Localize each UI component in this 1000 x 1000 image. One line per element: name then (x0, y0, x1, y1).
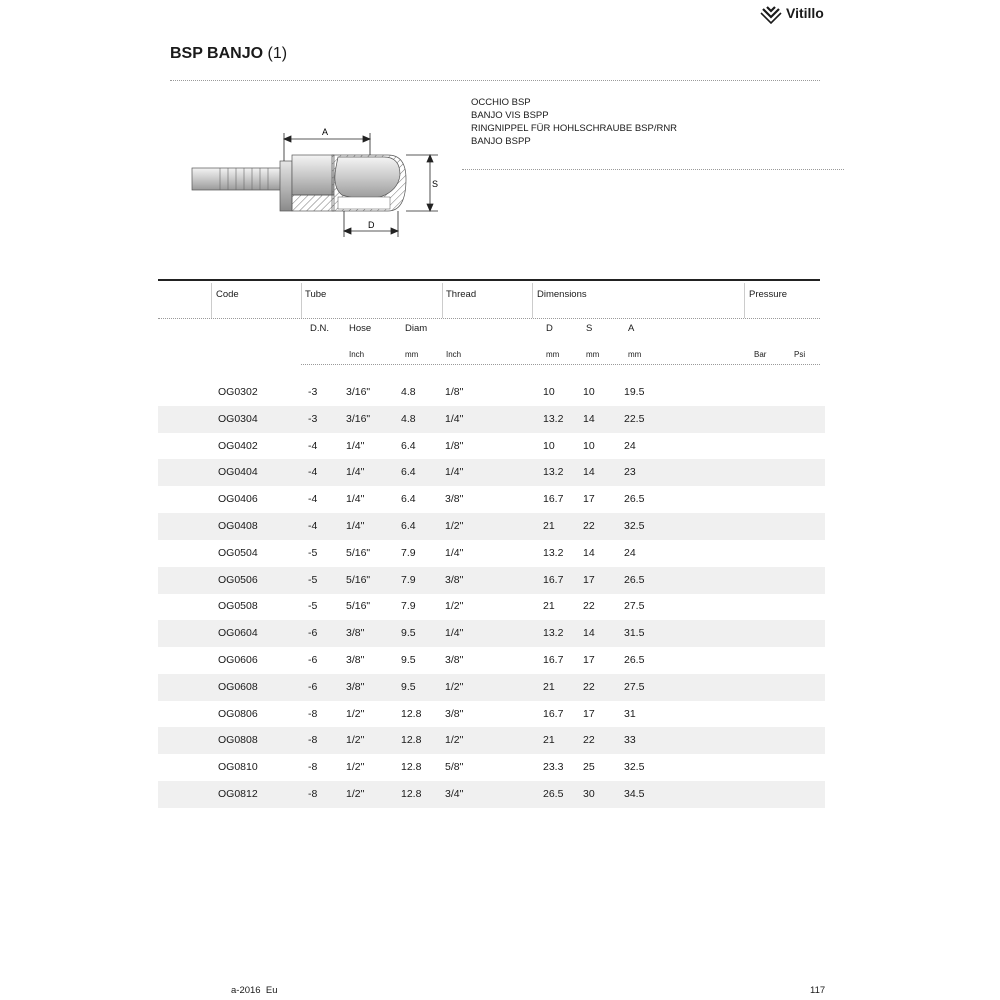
header-dimensions: Dimensions (537, 289, 587, 300)
cell-hose: 5/16" (346, 573, 371, 586)
page-title (170, 45, 287, 63)
cell-diam: 4.8 (401, 412, 416, 425)
cell-code: OG0408 (218, 520, 258, 532)
brand-logo (760, 2, 824, 24)
cell-dn: -4 (308, 493, 318, 506)
cell-code: OG0806 (218, 707, 258, 720)
cell-s: 14 (583, 546, 595, 559)
cell-hose: 1/2" (346, 788, 365, 800)
header-code: Code (216, 289, 239, 300)
cell-diam: 12.8 (401, 734, 422, 747)
cell-hose: 1/4" (346, 520, 365, 532)
subheader-hose: Hose (349, 323, 372, 334)
cell-hose: 5/16" (346, 600, 371, 613)
subheader-a: A (628, 323, 635, 334)
cell-s: 14 (583, 412, 595, 425)
cell-a: 31.5 (624, 627, 645, 640)
table-row (158, 620, 825, 647)
cell-dn: -8 (308, 788, 318, 800)
header-tube: Tube (305, 289, 327, 300)
cell-s: 22 (583, 734, 595, 747)
cell-hose: 5/16" (346, 546, 371, 559)
table-row (158, 513, 825, 540)
table-row (158, 781, 825, 808)
cell-dn: -6 (308, 654, 318, 666)
header-thread: Thread (446, 289, 477, 300)
vitillo-logo-icon (760, 2, 782, 24)
table-row (158, 406, 825, 433)
cell-a: 24 (624, 546, 636, 559)
cell-s: 17 (583, 654, 595, 666)
unit-thread: Inch (446, 350, 462, 359)
cell-dn: -3 (308, 412, 318, 425)
cell-hose: 3/8" (346, 654, 365, 666)
column-separator (744, 283, 745, 318)
cell-thread: 1/2" (445, 520, 464, 532)
cell-diam: 9.5 (401, 654, 416, 666)
cell-dn: -5 (308, 573, 318, 586)
cell-a: 31 (624, 707, 636, 720)
table-row (158, 727, 825, 754)
table-row (158, 379, 825, 406)
hose-tail (192, 168, 288, 190)
dimension-a-label: A (322, 127, 329, 137)
cell-a: 26.5 (624, 573, 645, 586)
cell-s: 30 (583, 788, 595, 800)
cell-d: 16.7 (543, 493, 564, 506)
cell-a: 27.5 (624, 600, 645, 613)
cell-thread: 3/8" (445, 493, 464, 506)
table-row (158, 647, 825, 674)
cell-s: 17 (583, 707, 595, 720)
cell-s: 17 (583, 573, 595, 586)
cell-a: 24 (624, 439, 636, 452)
cell-thread: 1/8" (445, 439, 464, 452)
cell-code: OG0810 (218, 761, 258, 774)
cell-d: 21 (543, 680, 555, 693)
cell-code: OG0812 (218, 788, 258, 800)
cell-hose: 1/2" (346, 707, 365, 720)
footer-edition-text: a-2016 (231, 985, 261, 996)
table-row (158, 674, 825, 701)
cell-d: 26.5 (543, 788, 564, 800)
cell-dn: -5 (308, 600, 318, 613)
table-row (158, 540, 825, 567)
table-row (158, 754, 825, 781)
header-pressure: Pressure (749, 289, 788, 300)
cell-thread: 1/4" (445, 627, 464, 640)
subheader-dn: D.N. (310, 323, 329, 334)
cell-diam: 9.5 (401, 680, 416, 693)
table-row (158, 701, 825, 728)
cell-hose: 3/8" (346, 627, 365, 640)
cell-code: OG0606 (218, 654, 258, 666)
product-name-it: OCCHIO BSP (471, 97, 531, 108)
table-row (158, 486, 825, 513)
cell-a: 34.5 (624, 788, 645, 800)
cell-a: 32.5 (624, 520, 645, 532)
unit-d: mm (546, 350, 560, 359)
cell-s: 17 (583, 493, 595, 506)
cell-diam: 9.5 (401, 627, 416, 640)
page-number: 117 (810, 985, 826, 996)
cell-hose: 3/16" (346, 386, 371, 398)
cell-dn: -6 (308, 680, 318, 693)
table-row (158, 567, 825, 594)
cell-dn: -8 (308, 761, 318, 774)
cell-a: 22.5 (624, 412, 645, 425)
table-row (158, 459, 825, 486)
unit-bar: Bar (754, 350, 767, 359)
cell-diam: 7.9 (401, 546, 416, 559)
cell-thread: 1/4" (445, 466, 464, 479)
cell-diam: 6.4 (401, 466, 416, 479)
cell-s: 22 (583, 520, 595, 532)
cell-code: OG0302 (218, 386, 258, 398)
cell-s: 22 (583, 680, 595, 693)
cell-a: 26.5 (624, 654, 645, 666)
unit-a: mm (628, 350, 642, 359)
cell-s: 10 (583, 439, 595, 452)
cell-d: 16.7 (543, 654, 564, 666)
cell-code: OG0604 (218, 627, 258, 640)
product-name-fr: BANJO VIS BSPP (471, 110, 549, 121)
cell-a: 33 (624, 734, 636, 747)
cell-s: 14 (583, 627, 595, 640)
cell-a: 32.5 (624, 761, 645, 774)
cell-code: OG0504 (218, 546, 258, 559)
cell-thread: 1/4" (445, 412, 464, 425)
cell-hose: 3/16" (346, 412, 371, 425)
header-divider (158, 318, 820, 319)
cell-thread: 1/2" (445, 734, 464, 747)
cell-hose: 3/8" (346, 680, 365, 693)
cell-dn: -3 (308, 386, 318, 398)
cell-code: OG0402 (218, 439, 258, 452)
cell-diam: 6.4 (401, 439, 416, 452)
cell-thread: 3/8" (445, 707, 464, 720)
cell-dn: -4 (308, 466, 318, 479)
cell-a: 27.5 (624, 680, 645, 693)
cell-diam: 12.8 (401, 707, 422, 720)
product-name-en: BANJO BSPP (471, 136, 531, 147)
cell-s: 25 (583, 761, 595, 774)
cell-dn: -4 (308, 439, 318, 452)
cell-thread: 1/8" (445, 386, 464, 398)
cell-code: OG0304 (218, 412, 258, 425)
names-divider (462, 169, 844, 170)
cell-thread: 5/8" (445, 761, 464, 774)
subheader-diam: Diam (405, 323, 428, 334)
cell-code: OG0404 (218, 466, 258, 479)
title-divider (170, 80, 820, 81)
cell-diam: 4.8 (401, 386, 416, 398)
cell-d: 23.3 (543, 761, 564, 774)
cell-hose: 1/4" (346, 493, 365, 506)
column-separator (442, 283, 443, 318)
collar (280, 161, 292, 211)
cell-hose: 1/4" (346, 439, 365, 452)
unit-psi: Psi (794, 350, 806, 359)
cell-a: 26.5 (624, 493, 645, 506)
product-name-de: RINGNIPPEL FÜR HOHLSCHRAUBE BSP/RNR (471, 123, 678, 134)
banjo-bore (338, 197, 390, 209)
unit-diam: mm (405, 350, 419, 359)
table-row (158, 593, 825, 620)
banjo-fitting-diagram (180, 125, 450, 240)
table-top-rule (158, 279, 820, 281)
footer-edition (231, 985, 278, 996)
table-row (158, 433, 825, 460)
column-separator (301, 283, 302, 318)
cell-thread: 3/8" (445, 654, 464, 666)
cell-d: 10 (543, 439, 555, 452)
cell-thread: 1/2" (445, 680, 464, 693)
column-separator (211, 283, 212, 318)
cell-d: 21 (543, 600, 555, 613)
neck (292, 155, 334, 195)
cell-d: 21 (543, 520, 555, 532)
cell-s: 10 (583, 386, 595, 398)
page-title-text: BSP BANJO (170, 45, 264, 62)
cell-code: OG0508 (218, 600, 258, 613)
cell-code: OG0808 (218, 734, 258, 747)
cell-thread: 3/4" (445, 788, 464, 800)
cell-diam: 12.8 (401, 761, 422, 774)
subheader-d: D (546, 323, 553, 334)
cell-hose: 1/2" (346, 734, 365, 747)
cell-s: 22 (583, 600, 595, 613)
cell-d: 13.2 (543, 466, 564, 479)
cell-d: 13.2 (543, 627, 564, 640)
dimension-d-label: D (368, 220, 375, 230)
cell-diam: 12.8 (401, 788, 422, 800)
cell-code: OG0506 (218, 573, 258, 586)
cell-hose: 1/4" (346, 466, 365, 479)
units-divider (301, 364, 820, 365)
unit-s: mm (586, 350, 600, 359)
page-title-suffix: (1) (267, 45, 288, 62)
product-names (471, 96, 677, 148)
cell-thread: 1/4" (445, 546, 464, 559)
column-separator (532, 283, 533, 318)
cell-diam: 7.9 (401, 573, 416, 586)
cell-diam: 6.4 (401, 520, 416, 532)
cell-code: OG0406 (218, 493, 258, 506)
cell-d: 13.2 (543, 546, 564, 559)
cell-code: OG0608 (218, 680, 258, 693)
cell-dn: -6 (308, 627, 318, 640)
dimension-s-label: S (432, 179, 439, 189)
cell-dn: -8 (308, 707, 318, 720)
cell-dn: -8 (308, 734, 318, 747)
cell-d: 16.7 (543, 707, 564, 720)
subheader-s: S (586, 323, 593, 334)
cell-hose: 1/2" (346, 761, 365, 774)
neck-section (292, 195, 334, 211)
cell-d: 21 (543, 734, 555, 747)
cell-diam: 6.4 (401, 493, 416, 506)
cell-d: 10 (543, 386, 555, 398)
cell-diam: 7.9 (401, 600, 416, 613)
cell-thread: 1/2" (445, 600, 464, 613)
cell-a: 19.5 (624, 386, 645, 398)
brand-name: Vitillo (786, 5, 824, 21)
footer-region: Eu (265, 985, 278, 996)
cell-d: 13.2 (543, 412, 564, 425)
cell-dn: -4 (308, 520, 318, 532)
cell-d: 16.7 (543, 573, 564, 586)
cell-thread: 3/8" (445, 573, 464, 586)
cell-dn: -5 (308, 546, 318, 559)
unit-hose: Inch (349, 350, 365, 359)
cell-s: 14 (583, 466, 595, 479)
cell-a: 23 (624, 466, 636, 479)
